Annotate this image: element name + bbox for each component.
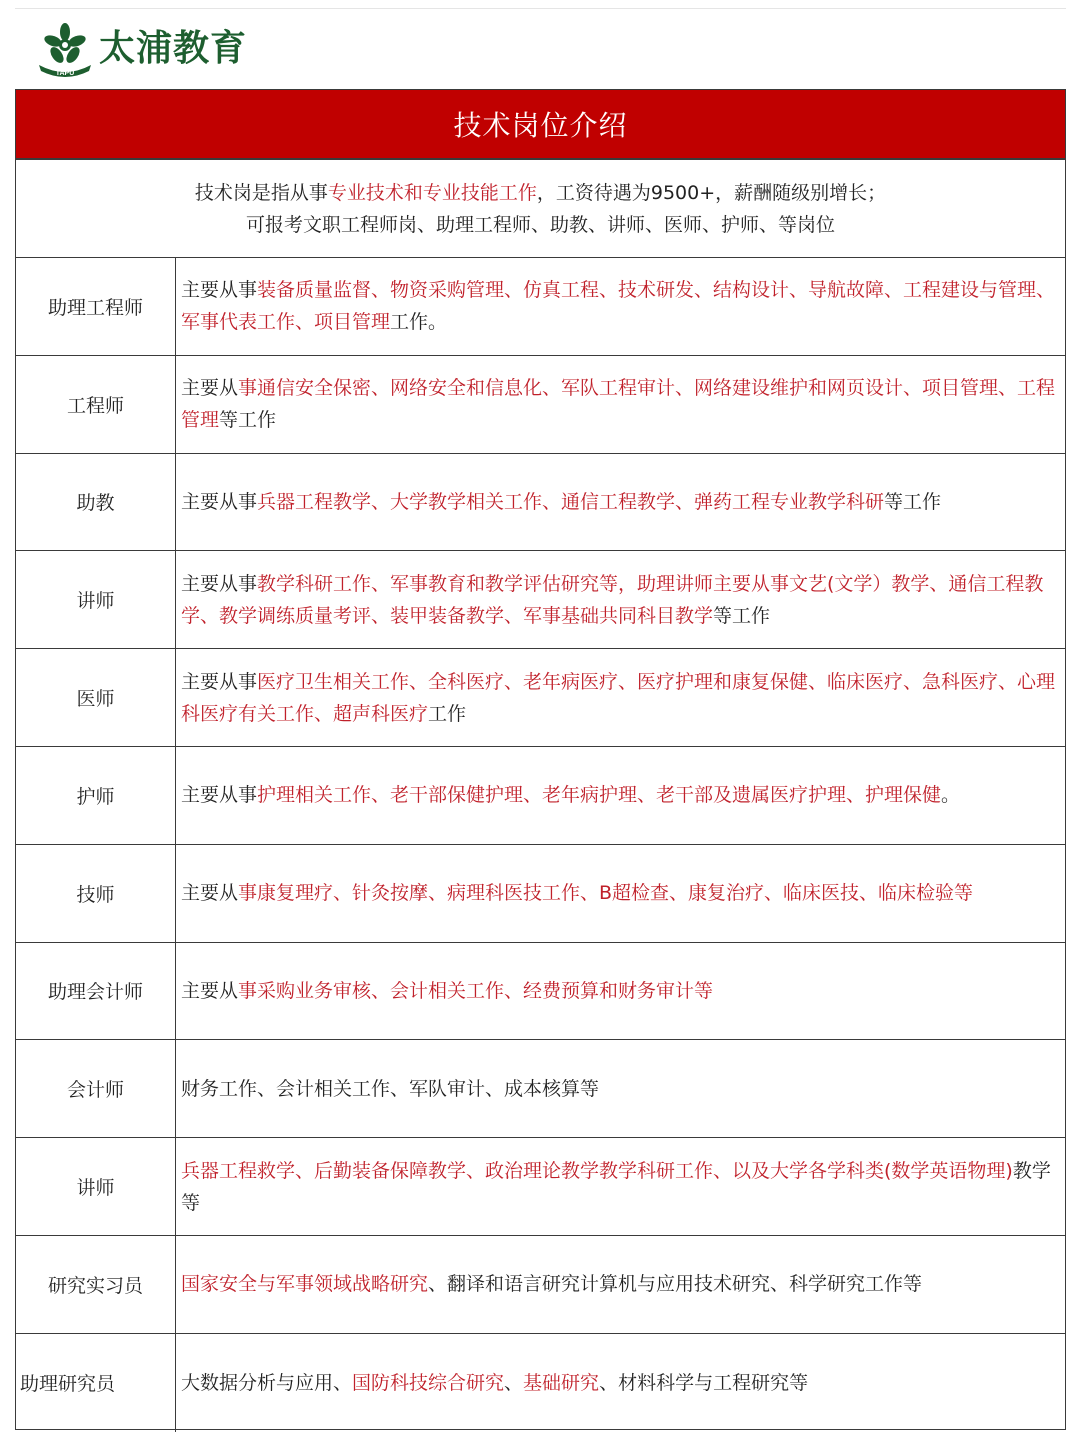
position-name: 助教 bbox=[16, 454, 176, 551]
table-row bbox=[16, 258, 1065, 356]
description-text bbox=[181, 486, 941, 518]
position-name: 助理工程师 bbox=[16, 258, 176, 355]
highlighted-text: 护理相关工作、老干部保健护理、老年病护理、老干部及遗属医疗护理、护理保健 bbox=[257, 784, 942, 807]
highlighted-text: 事采购业务审核、会计相关工作、经费预算和财务审计等 bbox=[238, 979, 714, 1002]
table-row bbox=[16, 1138, 1065, 1236]
body-text: 主要从 bbox=[181, 377, 239, 400]
body-text: 、材料科学与工程研究等 bbox=[599, 1371, 809, 1394]
body-text: 、 bbox=[504, 1371, 524, 1394]
position-description bbox=[176, 258, 1065, 355]
description-text bbox=[181, 568, 1061, 632]
position-name: 会计师 bbox=[16, 1040, 176, 1137]
body-text: 主要从事 bbox=[181, 784, 258, 807]
description-text bbox=[181, 877, 973, 909]
highlighted-text: 兵器工程教学、大学教学相关工作、通信工程教学、弹药工程专业教学科研 bbox=[257, 490, 885, 513]
description-text bbox=[181, 1155, 1061, 1219]
highlighted-text: 医疗卫生相关工作、全科医疗、老年病医疗、医疗护理和康复保健、临床医疗、急科医疗、心理科医疗有关工作、超声科医疗 bbox=[181, 670, 1056, 725]
body-text: 主要从事 bbox=[181, 490, 258, 513]
position-name: 讲师 bbox=[16, 551, 176, 648]
position-name: 工程师 bbox=[16, 356, 176, 453]
body-text: 主要从事 bbox=[181, 572, 258, 595]
intro-section bbox=[16, 160, 1065, 258]
intro-line-1 bbox=[195, 177, 886, 209]
description-text bbox=[181, 372, 1061, 436]
position-description bbox=[176, 551, 1065, 648]
highlighted-text: 兵器工程救学、后勤装备保障教学、政治理论教学教学科研工作、以及大学各学科类(数学英语物理) bbox=[181, 1159, 1013, 1182]
table-row bbox=[16, 356, 1065, 454]
highlighted-text: 事通信安全保密、网络安全和信息化、军队工程审计、网络建设维护和网页设计、项目管理、工程管理 bbox=[181, 377, 1056, 432]
table-row bbox=[16, 454, 1065, 552]
position-description bbox=[176, 747, 1065, 844]
rows-container bbox=[16, 258, 1065, 1432]
position-name: 研究实习员 bbox=[16, 1236, 176, 1333]
body-text: 主要从 bbox=[181, 882, 239, 905]
highlighted-text: 事康复理疗、针灸按摩、病理科医技工作、B超检查、康复治疗、临床医技、临床检验等 bbox=[238, 882, 974, 905]
table-row bbox=[16, 845, 1065, 943]
body-text: 技术岗是指从事 bbox=[194, 181, 328, 204]
body-text: 。 bbox=[941, 784, 961, 807]
description-text bbox=[181, 779, 960, 811]
body-text: 教学等 bbox=[181, 1159, 1051, 1214]
logo-header bbox=[15, 8, 1066, 89]
highlighted-text: 基础研究 bbox=[523, 1371, 600, 1394]
positions-table bbox=[15, 159, 1066, 1430]
position-name: 助理会计师 bbox=[16, 943, 176, 1040]
body-text: 财务工作、会计相关工作、军队审计、成本核算等 bbox=[181, 1077, 600, 1100]
position-description bbox=[176, 943, 1065, 1040]
highlighted-text: 教学科研工作、军事教育和教学评估研究等，助理讲师主要从事文艺(文学）教学、通信工程教学、教学调练质量考评、装甲装备教学、军事基础共同科目教学 bbox=[181, 572, 1044, 627]
page-title: 技术岗位介绍 bbox=[15, 89, 1066, 159]
description-text bbox=[181, 975, 713, 1007]
highlighted-text: 国防科技综合研究 bbox=[352, 1371, 505, 1394]
tapu-logo-icon bbox=[35, 21, 95, 81]
position-description bbox=[176, 1138, 1065, 1235]
table-row bbox=[16, 649, 1065, 747]
highlighted-text: 国家安全与军事领域战略研究 bbox=[181, 1273, 429, 1296]
body-text: 等工作 bbox=[219, 409, 277, 432]
table-row bbox=[16, 1334, 1065, 1432]
position-name: 护师 bbox=[16, 747, 176, 844]
position-description bbox=[176, 454, 1065, 551]
position-description bbox=[176, 1040, 1065, 1137]
description-text bbox=[181, 1073, 599, 1105]
position-description bbox=[176, 1334, 1065, 1432]
table-row bbox=[16, 1040, 1065, 1138]
description-text bbox=[181, 1367, 808, 1399]
position-description bbox=[176, 649, 1065, 746]
position-description bbox=[176, 1236, 1065, 1333]
position-name: 医师 bbox=[16, 649, 176, 746]
body-text: 工作。 bbox=[390, 311, 448, 334]
table-row bbox=[16, 1236, 1065, 1334]
body-text: 等工作 bbox=[884, 490, 942, 513]
body-text: 可报考文职工程师岗、助理工程师、助教、讲师、医师、护师、等岗位 bbox=[245, 213, 835, 236]
position-name: 技师 bbox=[16, 845, 176, 942]
body-text: ，工资待遇为9500+，薪酬随级别增长； bbox=[536, 181, 887, 204]
highlighted-text: 装备质量监督、物资采购管理、仿真工程、技术研发、结构设计、导航故障、工程建设与管理、军事代表工作、项目管理 bbox=[181, 279, 1056, 334]
intro-line-2 bbox=[246, 209, 835, 241]
body-text: 主要从 bbox=[181, 979, 239, 1002]
position-description bbox=[176, 845, 1065, 942]
description-text bbox=[181, 274, 1061, 338]
body-text: 大数据分析与应用、 bbox=[181, 1371, 353, 1394]
body-text: 等工作 bbox=[713, 604, 771, 627]
brand-name: 太浦教育 bbox=[99, 28, 248, 69]
description-text bbox=[181, 1268, 922, 1300]
description-text bbox=[181, 666, 1061, 730]
position-name: 助理研究员 bbox=[16, 1334, 176, 1432]
highlighted-text: 专业技术和专业技能工作 bbox=[327, 181, 537, 204]
position-name: 讲师 bbox=[16, 1138, 176, 1235]
body-text: 、翻译和语言研究计算机与应用技术研究、科学研究工作等 bbox=[428, 1273, 923, 1296]
table-row bbox=[16, 747, 1065, 845]
body-text: 主要从事 bbox=[181, 670, 258, 693]
svg-text:TAPU: TAPU bbox=[55, 70, 75, 77]
table-row bbox=[16, 551, 1065, 649]
table-row bbox=[16, 943, 1065, 1041]
body-text: 工作 bbox=[428, 702, 467, 725]
position-description bbox=[176, 356, 1065, 453]
body-text: 主要从事 bbox=[181, 279, 258, 302]
